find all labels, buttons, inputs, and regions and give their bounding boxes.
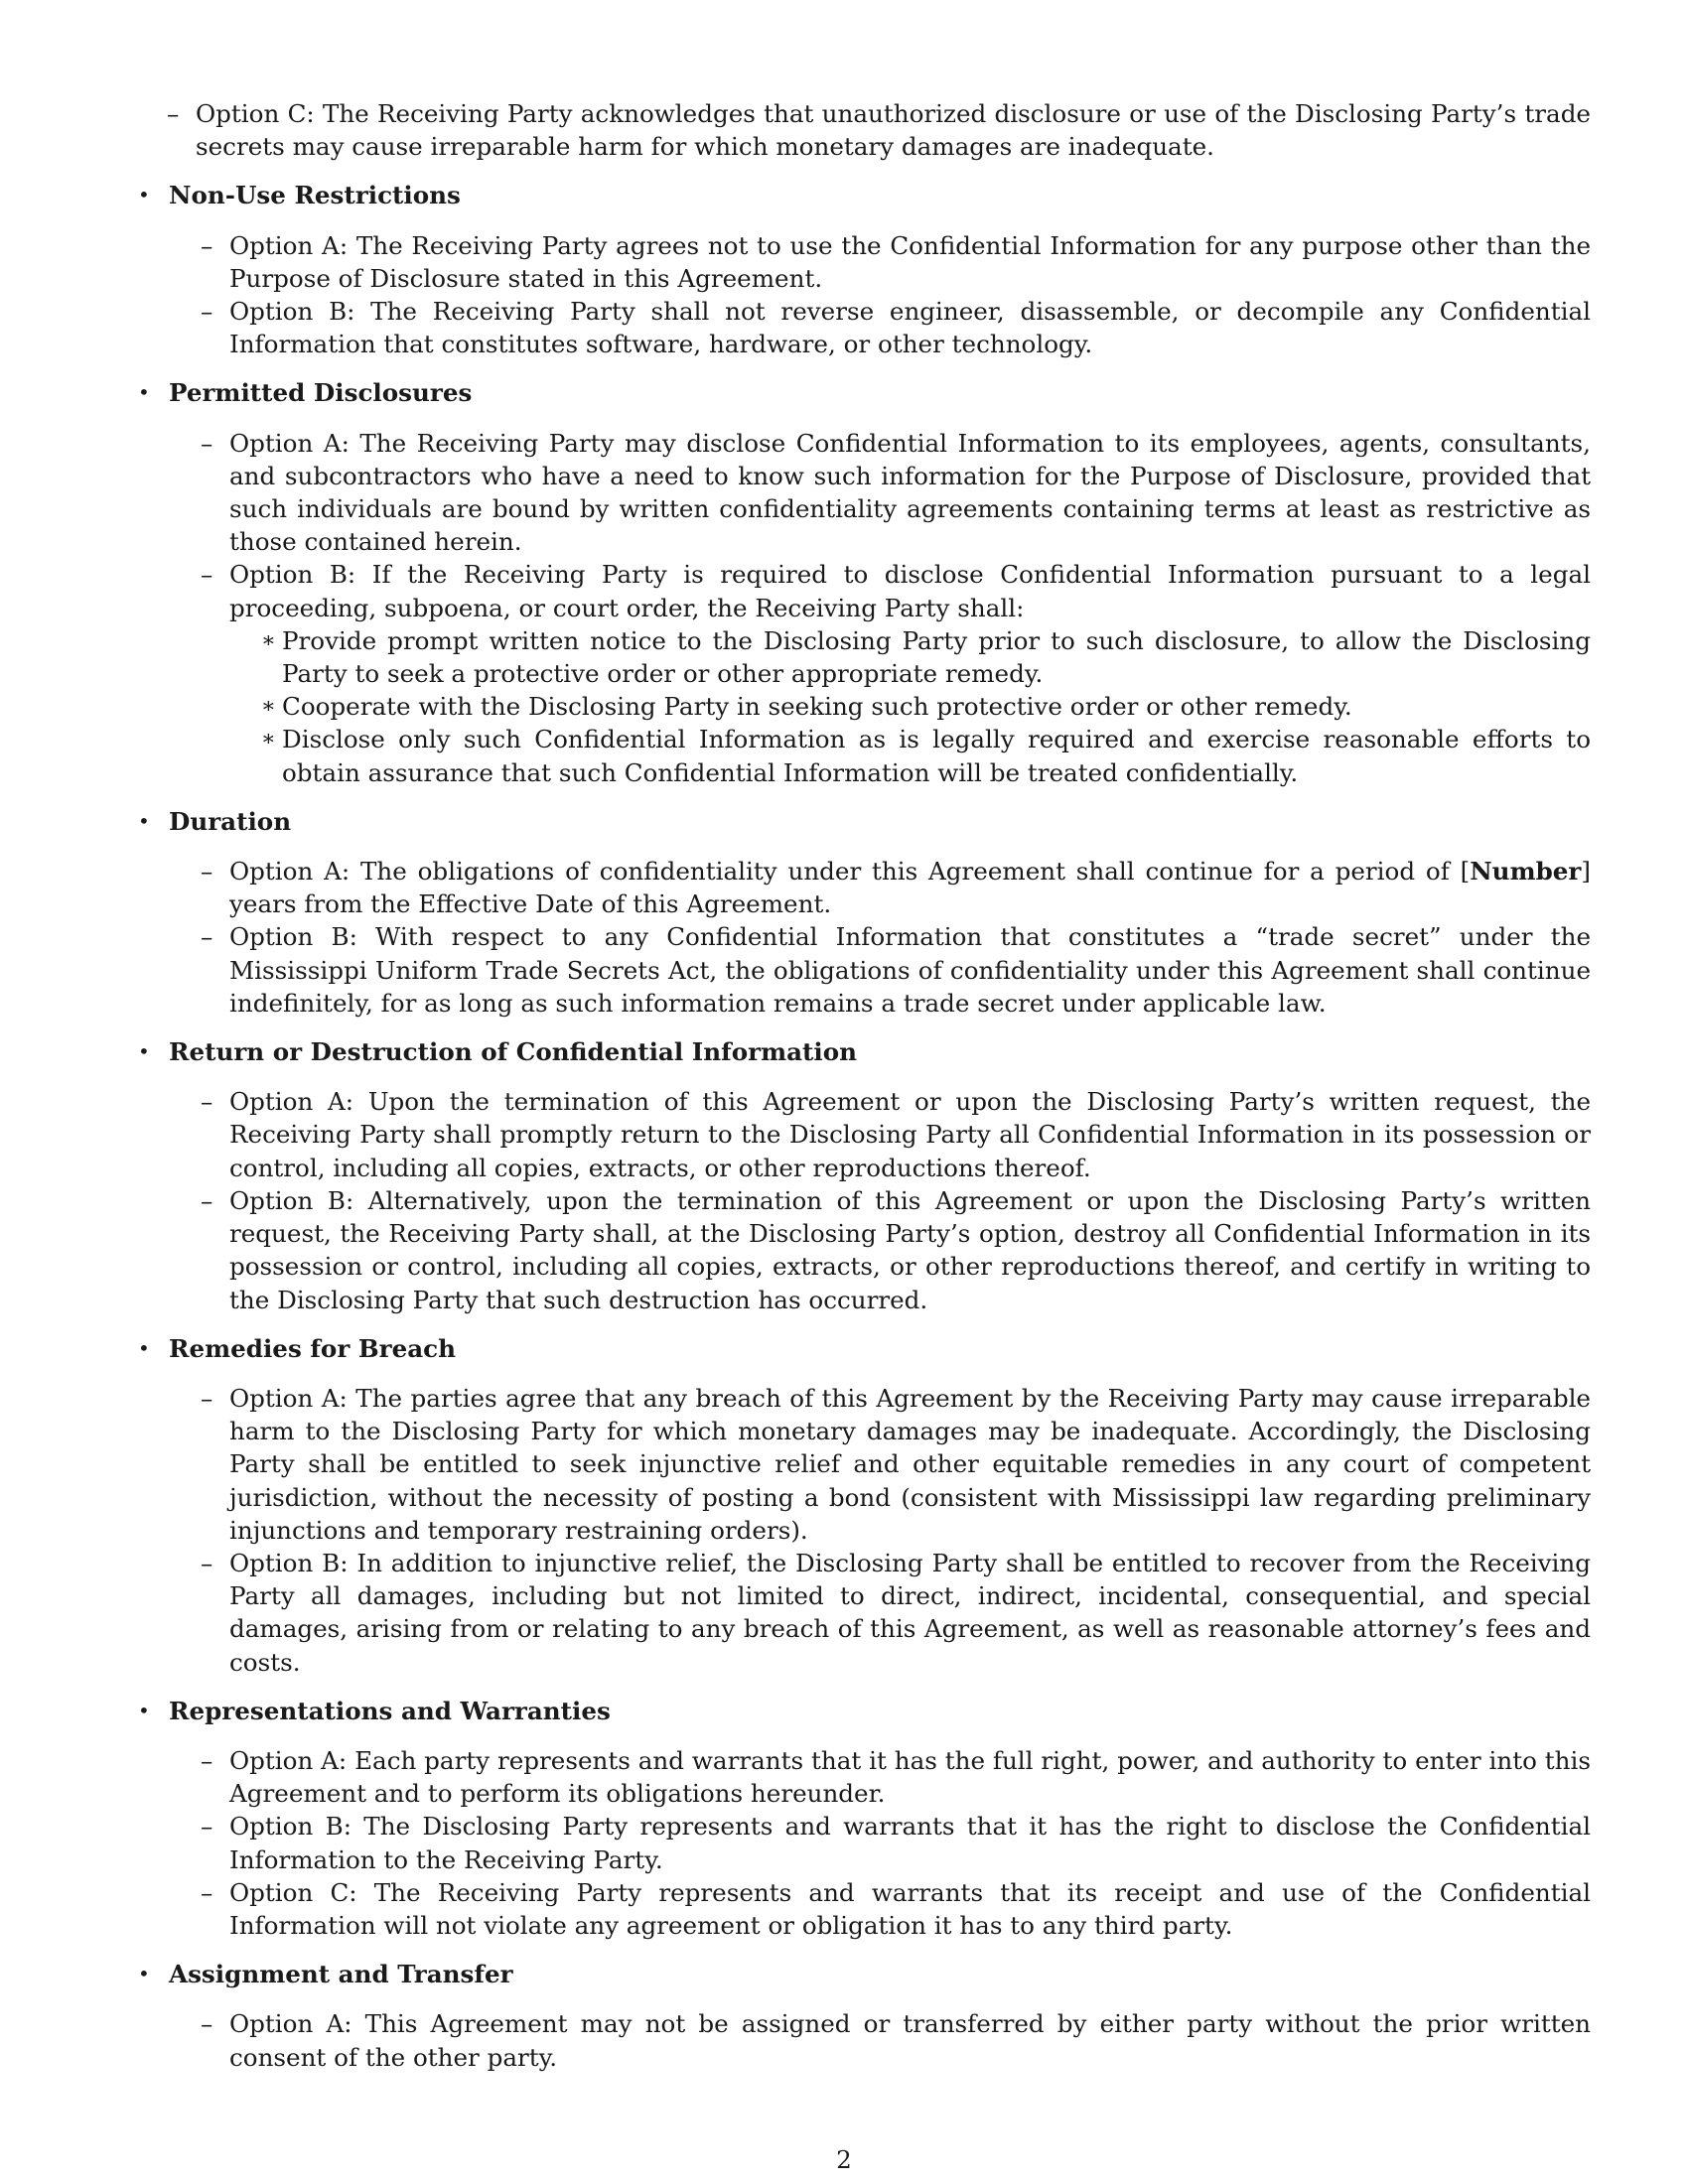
section-duration bbox=[135, 805, 1591, 1020]
option-item bbox=[169, 1810, 1591, 1875]
option-text: Option C: The Receiving Party acknowledges that unauthorized disclosure or use of the Disclosing Party’s trade secrets may cause irreparable harm for which monetary damages are inadequate. bbox=[196, 99, 1591, 162]
sub-option-item bbox=[229, 723, 1591, 788]
dash-bullet: – bbox=[201, 297, 213, 327]
dash-bullet: – bbox=[201, 1812, 213, 1842]
option-text: Option B: Alternatively, upon the termination of this Agreement or upon the Disclosing Party’s written request, the Receiving Party shall, at the Disclosing Party’s option, destroy all Confidential Information in its possession or control, including all copies, extracts, or other reproductions thereof, and certify in writing to the Disclosing Party that such destruction has occurred. bbox=[229, 1185, 1591, 1314]
section-list bbox=[135, 179, 1591, 2073]
section-title: Non-Use Restrictions bbox=[169, 181, 461, 210]
option-item bbox=[169, 1382, 1591, 1547]
option-list bbox=[169, 855, 1591, 1020]
asterisk-bullet: ∗ bbox=[261, 694, 276, 720]
dash-bullet: – bbox=[201, 922, 213, 952]
continued-option-list bbox=[135, 97, 1591, 163]
section-title: Representations and Warranties bbox=[169, 1696, 611, 1725]
option-text: Option A: Upon the termination of this Agreement or upon the Disclosing Party’s written request, the Receiving Party shall promptly return to the Disclosing Party all Confidential Information in its possession or control, including all copies, extracts, or other reproductions thereof. bbox=[229, 1087, 1591, 1182]
option-item bbox=[169, 2007, 1591, 2073]
dash-bullet: – bbox=[201, 560, 213, 590]
option-text: Option A: The Receiving Party may disclose Confidential Information to its employees, agents, consultants, and subcontractors who have a need to know such information for the Purpose of Disclosure, provided that such individuals are bound by written confidentiality agreements containing terms at least as restrictive as those contained herein. bbox=[229, 428, 1591, 557]
option-list bbox=[169, 1085, 1591, 1315]
option-text: Option A: The parties agree that any breach of this Agreement by the Receiving Party may cause irreparable harm to the Disclosing Party for which monetary damages may be inadequate. Accordingly, the Disclosing Party shall be entitled to seek injunctive relief and other equitable remedies in any court of competent jurisdiction, without the necessity of posting a bond (consistent with Mississippi law regarding preliminary injunctions and temporary restraining orders). bbox=[229, 1383, 1591, 1545]
option-item bbox=[169, 295, 1591, 360]
option-item bbox=[169, 855, 1591, 920]
option-list bbox=[169, 1744, 1591, 1942]
sub-option-list bbox=[229, 624, 1591, 789]
section-return-or-destruction bbox=[135, 1035, 1591, 1316]
option-text-end: ] years from the Effective Date of this Agreement. bbox=[229, 857, 1591, 919]
dash-bullet: – bbox=[201, 1383, 213, 1413]
option-list bbox=[169, 2007, 1591, 2073]
option-text: Option B: The Disclosing Party represents and warrants that it has the right to disclose the Confidential Information to the Receiving Party. bbox=[229, 1812, 1591, 1874]
option-item bbox=[169, 427, 1591, 559]
bullet-icon: • bbox=[138, 183, 150, 207]
option-item bbox=[169, 1547, 1591, 1679]
section-title: Return or Destruction of Confidential Information bbox=[169, 1037, 858, 1067]
bullet-icon: • bbox=[138, 1962, 150, 1986]
section-title: Duration bbox=[169, 806, 292, 836]
dash-bullet: – bbox=[201, 1877, 213, 1907]
sub-option-item bbox=[229, 624, 1591, 690]
dash-bullet: – bbox=[201, 1087, 213, 1117]
sub-option-text: Cooperate with the Disclosing Party in seeking such protective order or other remedy. bbox=[282, 692, 1352, 722]
dash-bullet: – bbox=[167, 99, 180, 128]
bullet-icon: • bbox=[138, 380, 150, 405]
asterisk-bullet: ∗ bbox=[261, 627, 276, 653]
bullet-icon: • bbox=[138, 1698, 150, 1722]
bullet-icon: • bbox=[138, 808, 150, 833]
option-item bbox=[135, 97, 1591, 163]
dash-bullet: – bbox=[201, 1185, 213, 1215]
option-text: Option B: With respect to any Confidential Information that constitutes a “trade secret” under the Mississippi Uniform Trade Secrets Act, the obligations of confidentiality under this Agreement shall continue indefinitely, for as long as such information remains a trade secret under applicable law. bbox=[229, 922, 1591, 1018]
option-item bbox=[169, 229, 1591, 295]
section-title: Permitted Disclosures bbox=[169, 378, 473, 408]
option-item bbox=[169, 1876, 1591, 1942]
bullet-icon: • bbox=[138, 1335, 150, 1360]
asterisk-bullet: ∗ bbox=[261, 727, 276, 752]
option-item bbox=[169, 1184, 1591, 1316]
dash-bullet: – bbox=[201, 428, 213, 458]
section-permitted-disclosures bbox=[135, 376, 1591, 788]
option-item bbox=[169, 1744, 1591, 1810]
option-text: Option B: The Receiving Party shall not reverse engineer, disassemble, or decompile any Confidential Information that constitutes software, hardware, or other technology. bbox=[229, 297, 1591, 359]
dash-bullet: – bbox=[201, 1745, 213, 1775]
option-item bbox=[169, 558, 1591, 788]
option-list bbox=[169, 1382, 1591, 1679]
dash-bullet: – bbox=[201, 857, 213, 887]
option-text: Option C: The Receiving Party represents and warrants that its receipt and use of the Confidential Information will not violate any agreement or obligation it has to any third party. bbox=[229, 1877, 1591, 1940]
section-title: Assignment and Transfer bbox=[169, 1960, 513, 1989]
dash-bullet: – bbox=[201, 230, 213, 260]
option-text: Option B: In addition to injunctive relief, the Disclosing Party shall be entitled to recover from the Receiving Party all damages, including but not limited to direct, indirect, incidental, consequential, and special damages, arising from or relating to any breach of this Agreement, as well as reasonable attorney’s fees and costs. bbox=[229, 1548, 1591, 1677]
option-text: Option A: The Receiving Party agrees not to use the Confidential Information for any purpose other than the Purpose of Disclosure stated in this Agreement. bbox=[229, 230, 1591, 293]
option-text-start: Option A: The obligations of confidentiality under this Agreement shall continue for a period of [ bbox=[229, 857, 1471, 887]
section-representations-and-warranties bbox=[135, 1695, 1591, 1942]
option-text: Option A: Each party represents and warrants that it has the full right, power, and authority to enter into this Agreement and to perform its obligations hereunder. bbox=[229, 1745, 1591, 1809]
option-list bbox=[169, 229, 1591, 361]
sub-option-text: Disclose only such Confidential Information as is legally required and exercise reasonable efforts to obtain assurance that such Confidential Information will be treated confidentially. bbox=[282, 725, 1591, 787]
placeholder-number: Number bbox=[1470, 857, 1582, 887]
bullet-icon: • bbox=[138, 1039, 150, 1064]
section-assignment-and-transfer bbox=[135, 1958, 1591, 2074]
page-number: 2 bbox=[836, 2145, 852, 2174]
section-non-use-restrictions bbox=[135, 179, 1591, 360]
option-text: Option A: This Agreement may not be assigned or transferred by either party without the prior written consent of the other party. bbox=[229, 2009, 1591, 2072]
dash-bullet: – bbox=[201, 2009, 213, 2039]
option-item bbox=[169, 1085, 1591, 1184]
option-item bbox=[169, 920, 1591, 1020]
section-remedies-for-breach bbox=[135, 1332, 1591, 1679]
option-list bbox=[169, 427, 1591, 789]
option-text: Option B: If the Receiving Party is required to disclose Confidential Information pursuant to a legal proceeding, subpoena, or court order, the Receiving Party shall: bbox=[229, 560, 1591, 622]
document-body bbox=[135, 97, 1591, 2090]
sub-option-text: Provide prompt written notice to the Disclosing Party prior to such disclosure, to allow the Disclosing Party to seek a protective order or other appropriate remedy. bbox=[282, 625, 1591, 689]
section-title: Remedies for Breach bbox=[169, 1333, 457, 1363]
sub-option-item bbox=[229, 690, 1591, 723]
dash-bullet: – bbox=[201, 1548, 213, 1577]
